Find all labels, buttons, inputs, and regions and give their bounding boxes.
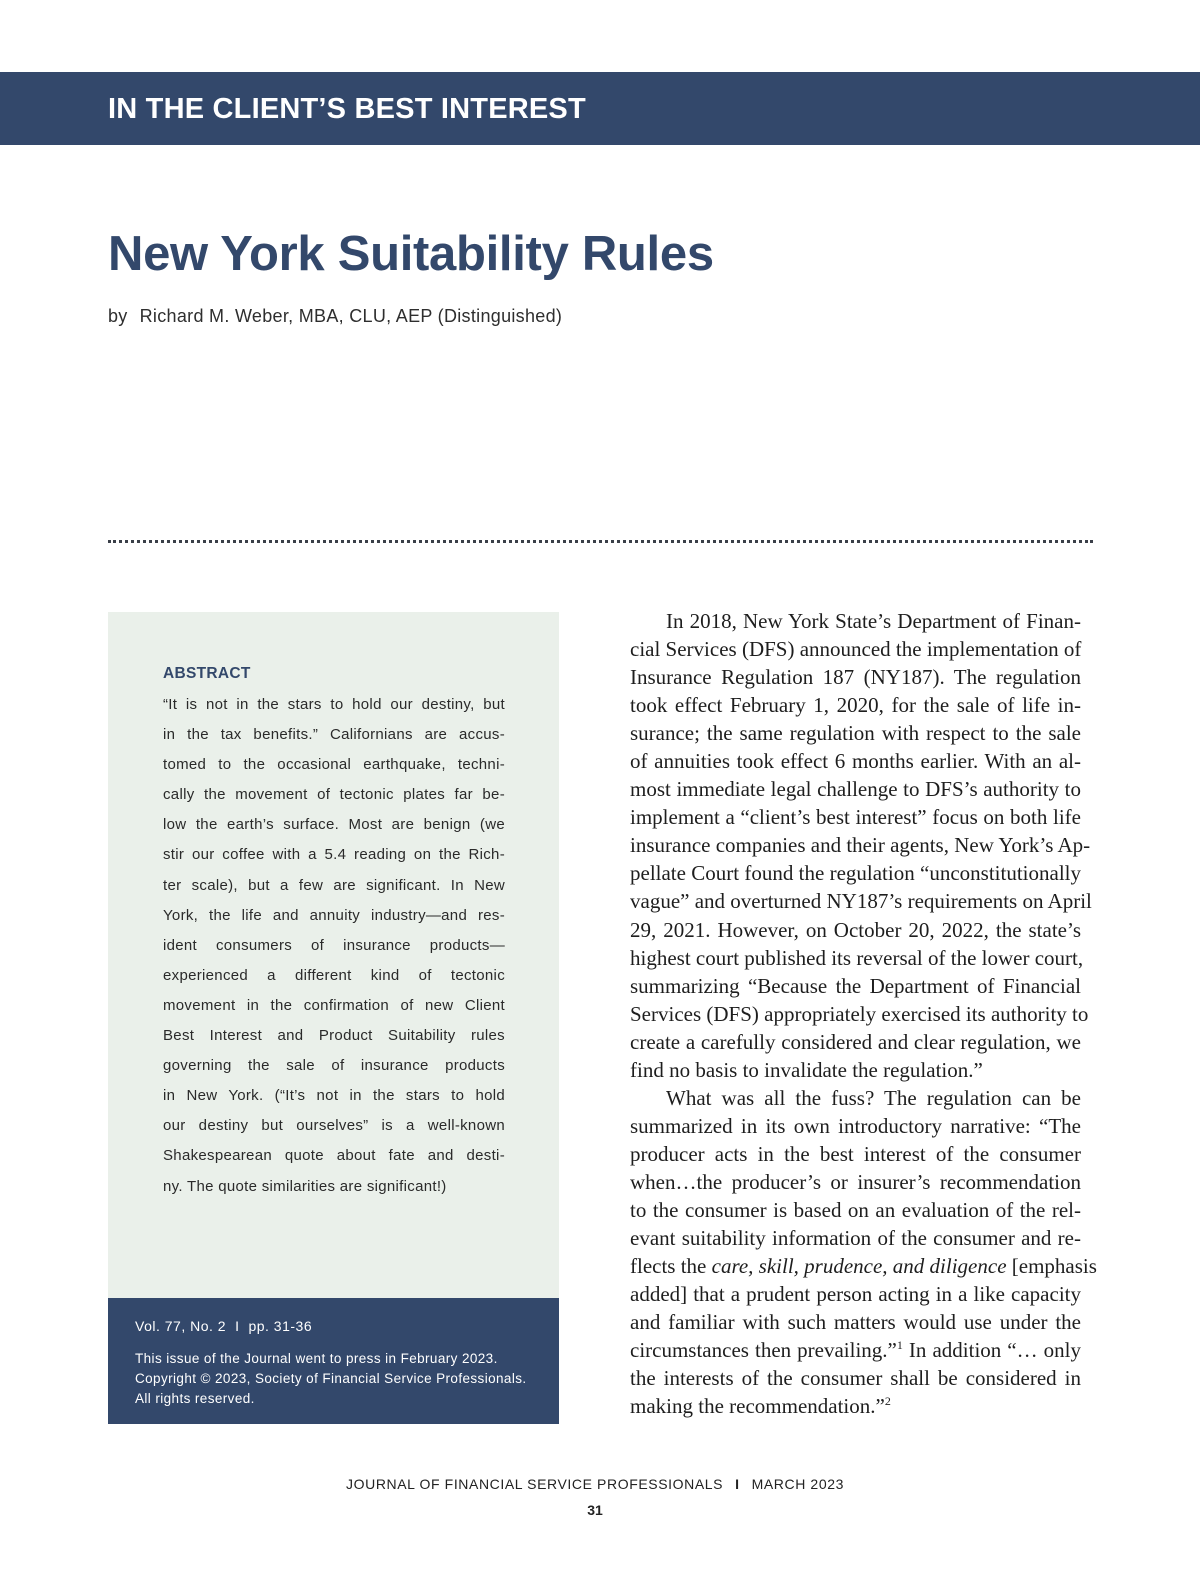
volume-line [135, 1318, 312, 1334]
body-line: evant suitability information of the consumer and re- [630, 1226, 1081, 1251]
press-note: This issue of the Journal went to press in February 2023. Copyright © 2023, Society of Financial Service Professionals. All rights reserved. [135, 1351, 527, 1406]
page-footer [0, 1476, 1190, 1492]
body-line: took effect February 1, 2020, for the sale of life in- [630, 693, 1081, 718]
abstract-line: “It is not in the stars to hold our destiny, but [163, 696, 505, 713]
body-line: vague” and overturned NY187’s requirements on April [630, 889, 1092, 914]
body-line: implement a “client’s best interest” focus on both life [630, 805, 1081, 830]
abstract-line: Best Interest and Product Suitability rules [163, 1027, 505, 1045]
footnote-marker: 1 [896, 1338, 903, 1353]
abstract-line: tomed to the occasional earthquake, techni- [163, 756, 505, 774]
page-range: pp. 31-36 [248, 1318, 313, 1334]
abstract-line: in New York. (“It’s not in the stars to hold [163, 1087, 505, 1105]
byline-prefix: by [108, 306, 128, 326]
article-title: New York Suitability Rules [108, 227, 714, 281]
abstract-heading: ABSTRACT [163, 665, 251, 682]
body-line: most immediate legal challenge to DFS’s authority to [630, 777, 1081, 802]
abstract-line: ident consumers of insurance products— [163, 936, 505, 954]
abstract-line: ter scale), but a few are significant. In New [163, 876, 505, 894]
body-line: Insurance Regulation 187 (NY187). The regulation [630, 665, 1081, 690]
body-line: the interests of the consumer shall be considered in [630, 1366, 1081, 1391]
abstract-line: movement in the confirmation of new Client [163, 996, 505, 1014]
page-number: 31 [587, 1502, 603, 1518]
body-line: summarizing “Because the Department of Financial [630, 973, 1081, 998]
body-line: when…the producer’s or insurer’s recommendation [630, 1169, 1081, 1194]
journal-name: JOURNAL OF FINANCIAL SERVICE PROFESSIONALS [346, 1476, 724, 1492]
author-name: Richard M. Weber, MBA, CLU, AEP (Distinguished) [139, 306, 563, 326]
body-line: create a carefully considered and clear regulation, we [630, 1029, 1081, 1054]
body-line: pellate Court found the regulation “unconstitutionally [630, 861, 1081, 886]
volume-number: Vol. 77, No. 2 [135, 1318, 227, 1334]
body-line: to the consumer is based on an evaluation of the rel- [630, 1197, 1081, 1222]
body-line: find no basis to invalidate the regulation.” [630, 1057, 983, 1082]
issue-date: MARCH 2023 [751, 1476, 844, 1492]
abstract-line: low the earth’s surface. Most are benign (we [163, 816, 505, 834]
byline [108, 306, 562, 327]
abstract-line: governing the sale of insurance products [163, 1057, 505, 1075]
body-fragment: In addition “… only [902, 1338, 1081, 1363]
body-line [630, 1252, 1097, 1280]
body-line: What was all the fuss? The regulation can be [666, 1085, 1081, 1110]
body-fragment: [emphasis [1011, 1254, 1097, 1279]
dotted-divider [108, 540, 1093, 543]
abstract-line: our destiny but ourselves” is a well-known [163, 1117, 505, 1135]
body-line [630, 1392, 1081, 1420]
body-line: 29, 2021. However, on October 20, 2022, the state’s [630, 917, 1081, 942]
body-line: surance; the same regulation with respect to the sale [630, 721, 1081, 746]
body-line: In 2018, New York State’s Department of Finan- [666, 609, 1081, 633]
abstract-line: stir our coffee with a 5.4 reading on the Rich- [163, 846, 505, 864]
body-line [630, 1336, 1081, 1364]
emphasized-phrase: care, skill, prudence, and diligence [711, 1254, 1007, 1279]
footnote-marker: 2 [884, 1394, 891, 1409]
abstract-line: Shakespearean quote about fate and desti- [163, 1147, 505, 1165]
abstract-line: cally the movement of tectonic plates far be- [163, 786, 505, 804]
body-fragment: circumstances then prevailing.” [630, 1338, 897, 1363]
body-line: cial Services (DFS) announced the implementation of [630, 637, 1082, 662]
body-line: Services (DFS) appropriately exercised its authority to [630, 1001, 1089, 1026]
body-line: and familiar with such matters would use under the [630, 1310, 1081, 1335]
footer-separator: I [735, 1476, 740, 1492]
abstract-line: in the tax benefits.” Californians are accus- [163, 726, 505, 744]
volume-separator: I [235, 1318, 240, 1334]
body-line: producer acts in the best interest of the consumer [630, 1141, 1081, 1166]
abstract-line: experienced a different kind of tectonic [163, 966, 505, 984]
body-line: summarized in its own introductory narrative: “The [630, 1113, 1081, 1138]
body-fragment: making the recommendation.” [630, 1394, 885, 1419]
body-line: highest court published its reversal of the lower court, [630, 945, 1084, 970]
body-line: of annuities took effect 6 months earlier. With an al- [630, 749, 1081, 774]
body-text [630, 607, 1097, 1420]
body-line: added] that a prudent person acting in a like capacity [630, 1282, 1081, 1307]
body-fragment: flects the [630, 1254, 707, 1279]
section-banner-title: IN THE CLIENT’S BEST INTEREST [108, 93, 586, 125]
abstract-line: ny. The quote similarities are significant!) [163, 1177, 447, 1195]
abstract-line: York, the life and annuity industry—and res- [163, 906, 505, 924]
abstract-text [163, 690, 505, 1202]
body-line: insurance companies and their agents, New York’s Ap- [630, 833, 1091, 858]
